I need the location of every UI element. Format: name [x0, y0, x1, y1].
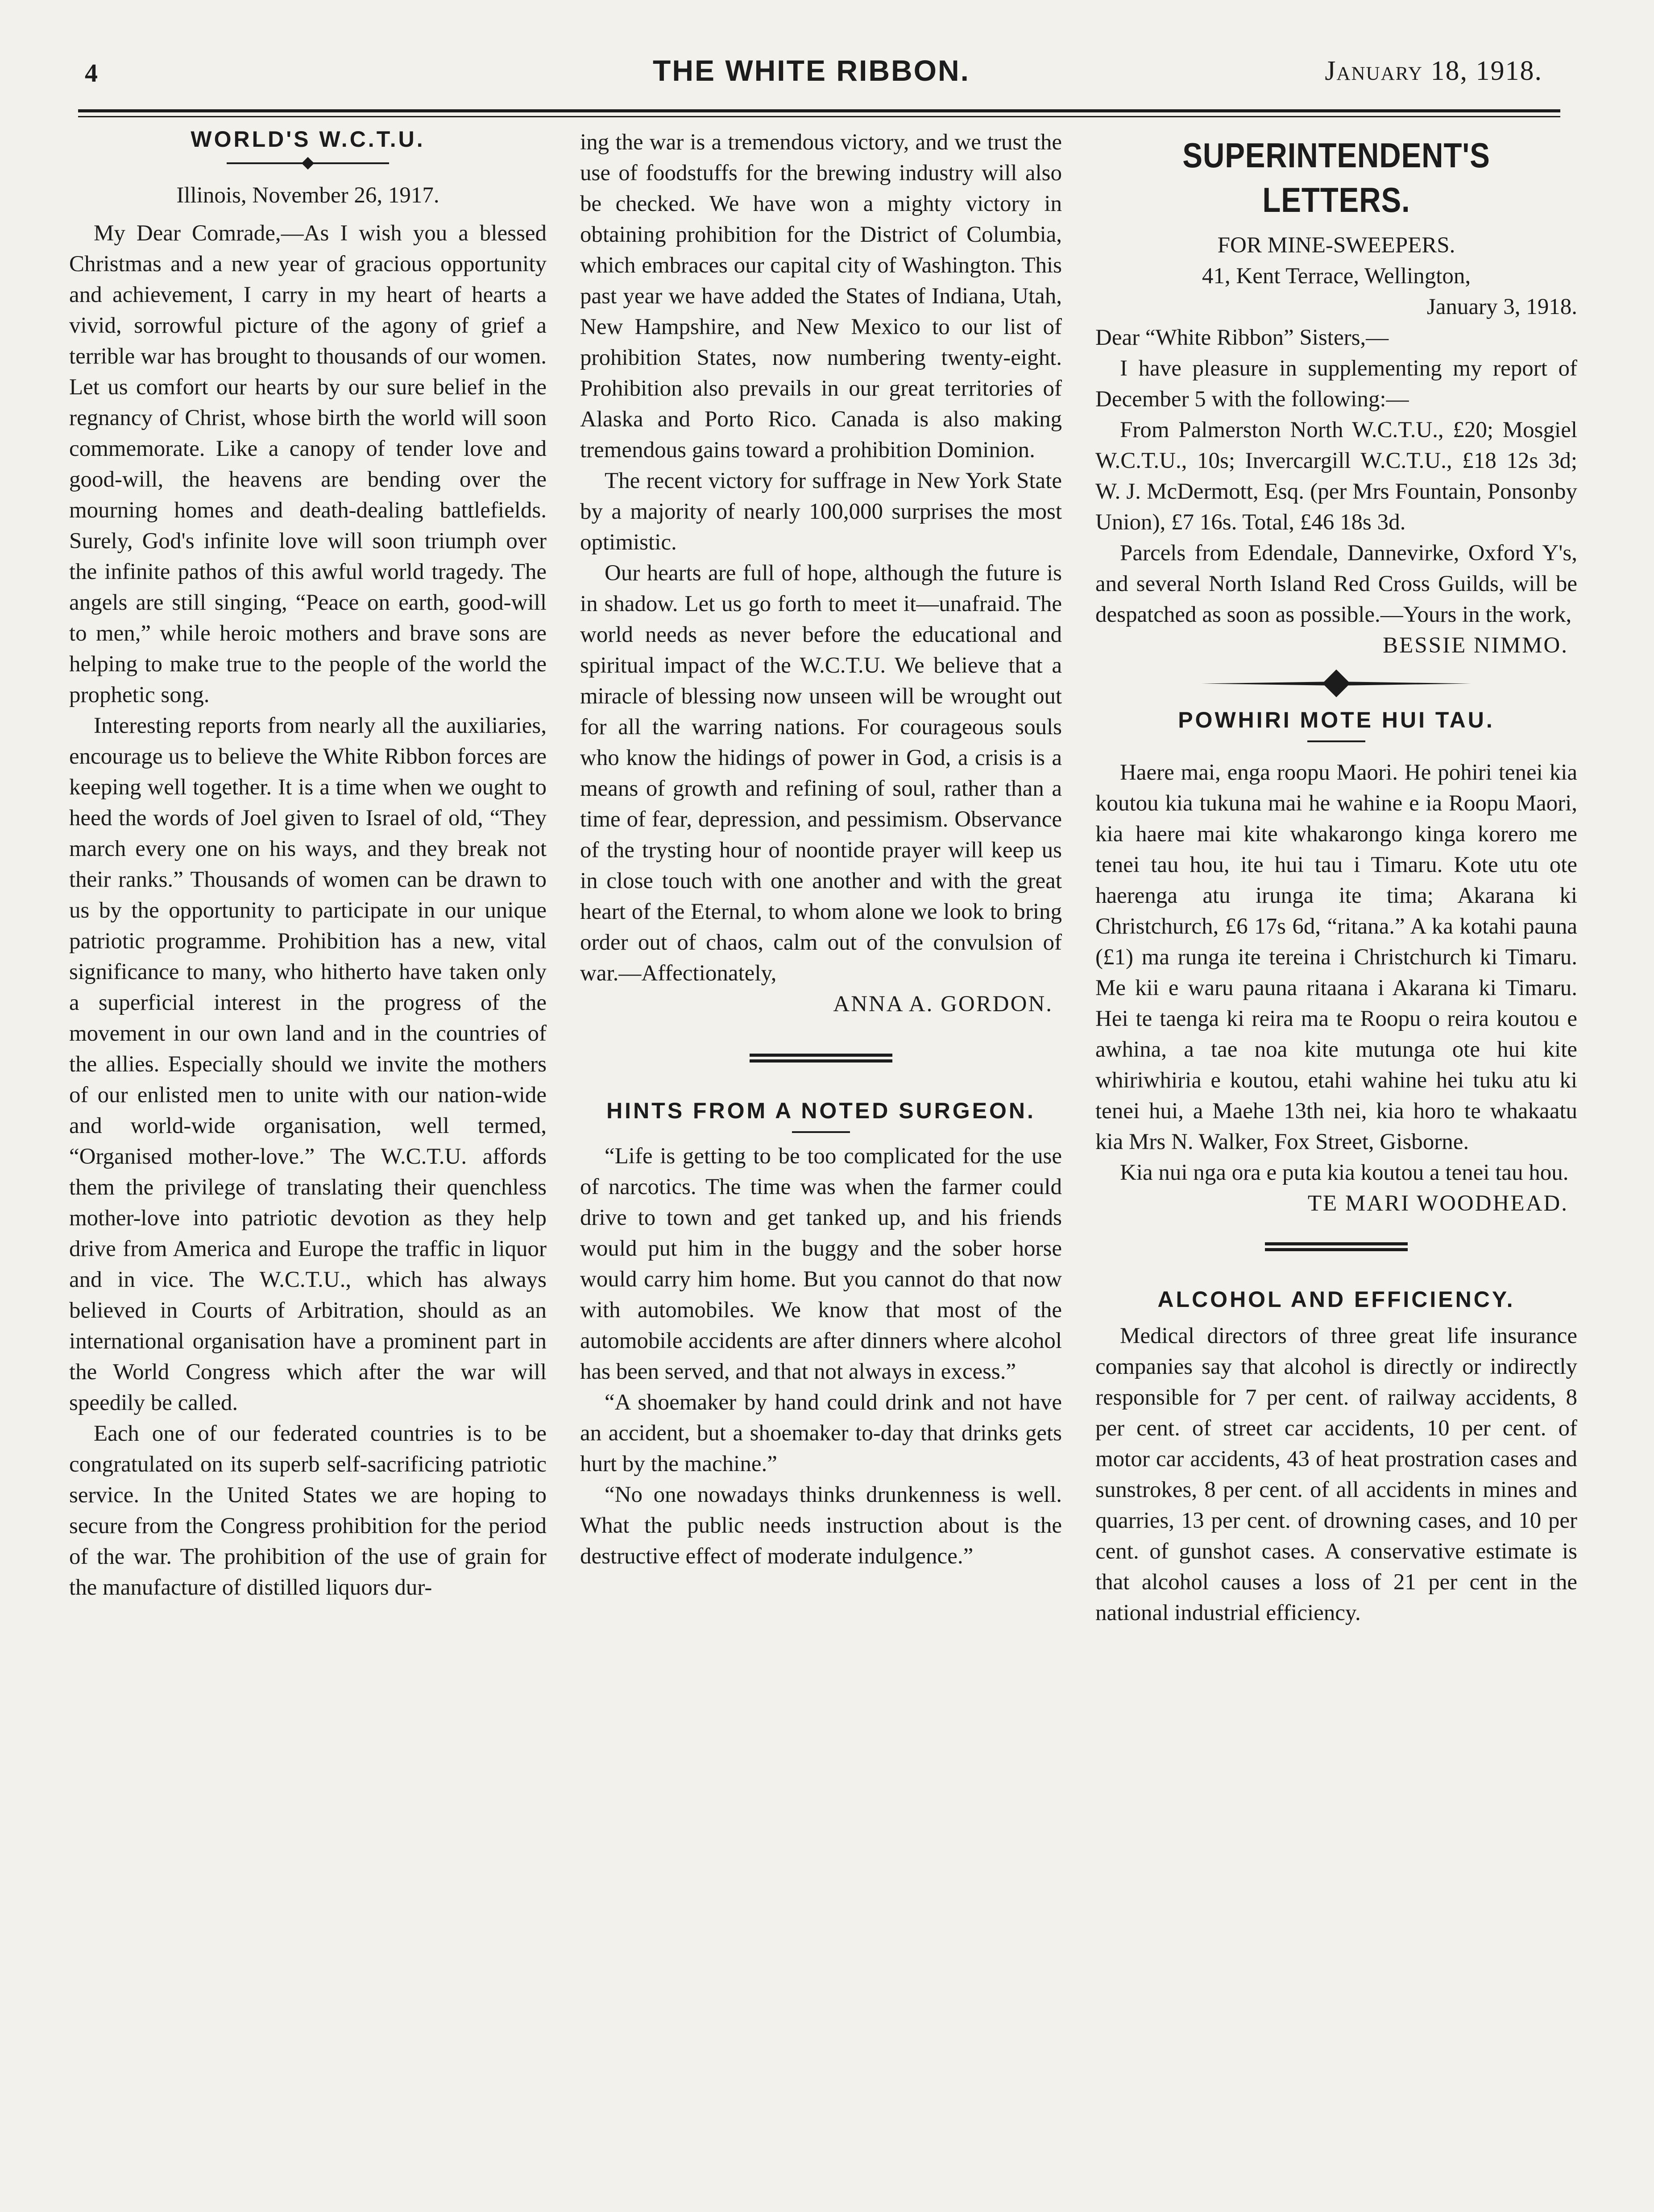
subheading-mine-sweepers: FOR MINE-SWEEPERS.: [1217, 233, 1455, 258]
section-divider: [750, 1038, 892, 1079]
paragraph: “A shoemaker by hand could drink and not have an accident, but a shoemaker to-day that drinks gets hurt by the machine.”: [580, 1390, 1062, 1476]
salutation: Dear “White Ribbon” Sisters,—: [1095, 325, 1389, 350]
section-divider: [1265, 1226, 1408, 1267]
paragraph: Interesting reports from nearly all the auxiliaries, encourage us to believe the White Ribbon forces are keeping well together. It is a time when we ought to heed the words of Joel given to Israel of old, “They march every one on his ways, and they break not their ranks.” Thousands of women can be drawn to us by the opportunity to participate in our unique patriotic programme. Prohibition has a new, vital significance to many, who hitherto have taken only a superficial interest in the progress of the movement in our own land and in the countries of the allies. Especially should we invite the mothers of our enlisted men to unite with our nation-wide and world-wide organisation, well termed, “Organised mother-love.” The W.C.T.U. affords them the privilege of translating their quenchless mother-love into patriotic devotion as they help drive from America and Europe the traffic in liquor and in vice. The W.C.T.U., which has always believed in Courts of Arbitration, should as an international organisation have a prominent part in the World Congress which after the war will speedily be called.: [69, 713, 547, 1415]
column-3: [1095, 125, 1577, 1629]
paragraph: ing the war is a tremendous victory, and we trust the use of foodstuffs for the brewing industry will also be checked. We have won a mighty victory in obtaining prohibition for the District of Columbia, which embraces our capital city of Washington. This past year we have added the States of Indiana, Utah, New Hampshire, and New Mexico to our list of prohibition States, now numbering twenty-eight. Prohibition also prevails in our great territories of Alaska and Porto Rico. Canada is also making tremendous gains toward a prohibition Dominion.: [580, 130, 1062, 463]
paragraph: Kia nui nga ora e puta kia koutou a tenei tau hou.: [1120, 1160, 1569, 1185]
signature-bessie-nimmo: BESSIE NIMMO.: [1383, 633, 1568, 658]
signature-te-mari-woodhead: TE MARI WOODHEAD.: [1307, 1191, 1568, 1216]
paragraph: Our hearts are full of hope, although the future is in shadow. Let us go forth to meet it—unafraid. The world needs as never before the educational and spiritual impact of the W.C.T.U. We believe that a miracle of blessing now unseen will be wrought out for all the warring nations. For courageous souls who know the hidings of power in God, a crisis is a means of growth and refining of soul, rather than a time of fear, depression, and pessimism. Observance of the trysting hour of noontide prayer will keep us in close touch with one another and with the great heart of the Eternal, to whom alone we look to bring order out of chaos, calm out of the convulsion of war.—Affectionately,: [580, 561, 1062, 986]
paragraph: From Palmerston North W.C.T.U., £20; Mosgiel W.C.T.U., 10s; Invercargill W.C.T.U., £18 12s 3d; W. J. McDermott, Esq. (per Mrs Fountain, Ponsonby Union), £7 16s. Total, £46 18s 3d.: [1095, 418, 1577, 535]
paragraph: The recent victory for suffrage in New York State by a majority of nearly 100,000 surprises the most optimistic.: [580, 468, 1062, 555]
diamond-rule-ornament: [1095, 661, 1577, 706]
article-heading-alcohol: ALCOHOL AND EFFICIENCY.: [1157, 1287, 1515, 1312]
diamond-rule-ornament: [69, 153, 547, 173]
heading-underline: [792, 1131, 850, 1133]
column-2: [580, 127, 1062, 1572]
page-number: 4: [85, 58, 98, 87]
heading-underline: [1307, 740, 1365, 742]
paragraph: “Life is getting to be too complicated for the use of narcotics. The time was when the farmer could drive to town and get tanked up, and his friends would put him in the buggy and the sober horse would carry him home. But you cannot do that now with automobiles. We know that most of the automobile accidents are after dinners where alcohol has been served, and that not always in excess.”: [580, 1144, 1062, 1384]
paragraph: Haere mai, enga roopu Maori. He pohiri tenei kia koutou kia tukuna mai he wahine e ia Roopu Maori, kia haere mai kite whakarongo kinga korero me tenei tau hou, ite hui tau i Timaru. Kote utu ote haerenga atu irunga ite tima; Akarana ki Christchurch, £6 17s 6d, “ritana.” A ka kotahi pauna (£1) ma runga ite tereina i Christchurch ki Timaru. Me kii e waru pauna ritaana i Akarana ki Timaru. Hei te taenga ki reira ma te Roopu o reira koutou e awhina, a tae noa kite mutunga ote hui kite whiriwhiria e koutou, etahi wahine hei tuku atu ki tenei hui, a Maehe 13th nei, kia horo te whakaatu kia Mrs N. Walker, Fox Street, Gisborne.: [1095, 760, 1577, 1154]
signature-anna-gordon: ANNA A. GORDON.: [833, 992, 1053, 1017]
column-1: [69, 125, 547, 1603]
publication-title: THE WHITE RIBBON.: [653, 54, 970, 87]
masthead: [80, 49, 1542, 98]
article-heading-superintendents: SUPERINTENDENT'S LETTERS.: [1182, 136, 1490, 219]
issue-date: January 18, 1918.: [1325, 56, 1542, 86]
dateline: Illinois, November 26, 1917.: [176, 183, 439, 208]
article-heading-powhiri: POWHIRI MOTE HUI TAU.: [1178, 707, 1495, 732]
letter-date: January 3, 1918.: [1426, 294, 1577, 319]
masthead-rule-thick: [78, 109, 1560, 112]
paragraph: Each one of our federated countries is to be congratulated on its superb self-sacrificing patriotic service. In the United States we are hoping to secure from the Congress prohibition for the period of the war. The prohibition of the use of grain for the manufacture of distilled liquors dur-: [69, 1421, 547, 1600]
masthead-rule-thin: [78, 116, 1560, 117]
paragraph: My Dear Comrade,—As I wish you a blessed Christmas and a new year of gracious opportunity and achievement, I carry in my heart of hearts a vivid, sorrowful picture of the agony of grief a terrible war has brought to thousands of our women. Let us comfort our hearts by our sure belief in the regnancy of Christ, whose birth the world will soon commemorate. Like a canopy of tender love and good-will, the heavens are bending over the mourning homes and death-dealing battlefields. Surely, God's infinite love will soon triumph over the infinite pathos of this awful world tragedy. The angels are still singing, “Peace on earth, good-will to men,” while heroic mothers and brave sons are helping to make true to the people of the world the prophetic song.: [69, 221, 547, 707]
paragraph: “No one nowadays thinks drunkenness is well. What the public needs instruction about is the destructive effect of moderate indulgence.”: [580, 1482, 1062, 1569]
letter-address: 41, Kent Terrace, Wellington,: [1202, 264, 1471, 289]
paragraph: Parcels from Edendale, Dannevirke, Oxford Y's, and several North Island Red Cross Guilds, will be despatched as soon as possible.—Yours in the work,: [1095, 541, 1577, 627]
article-heading-worlds-wctu: WORLD'S W.C.T.U.: [191, 127, 425, 152]
article-heading-hints: HINTS FROM A NOTED SURGEON.: [606, 1098, 1036, 1123]
paragraph: I have pleasure in supplementing my report of December 5 with the following:—: [1095, 356, 1577, 412]
paragraph: Medical directors of three great life insurance companies say that alcohol is directly or indirectly responsible for 7 per cent. of railway accidents, 8 per cent. of street car accidents, 10 per cent. of motor car accidents, 43 of heat prostration cases and sunstrokes, 8 per cent. of all accidents in mines and quarries, 13 per cent. of drowning cases, and 10 per cent. of gunshot cases. A conservative estimate is that alcohol causes a loss of 21 per cent in the national industrial efficiency.: [1095, 1323, 1577, 1625]
